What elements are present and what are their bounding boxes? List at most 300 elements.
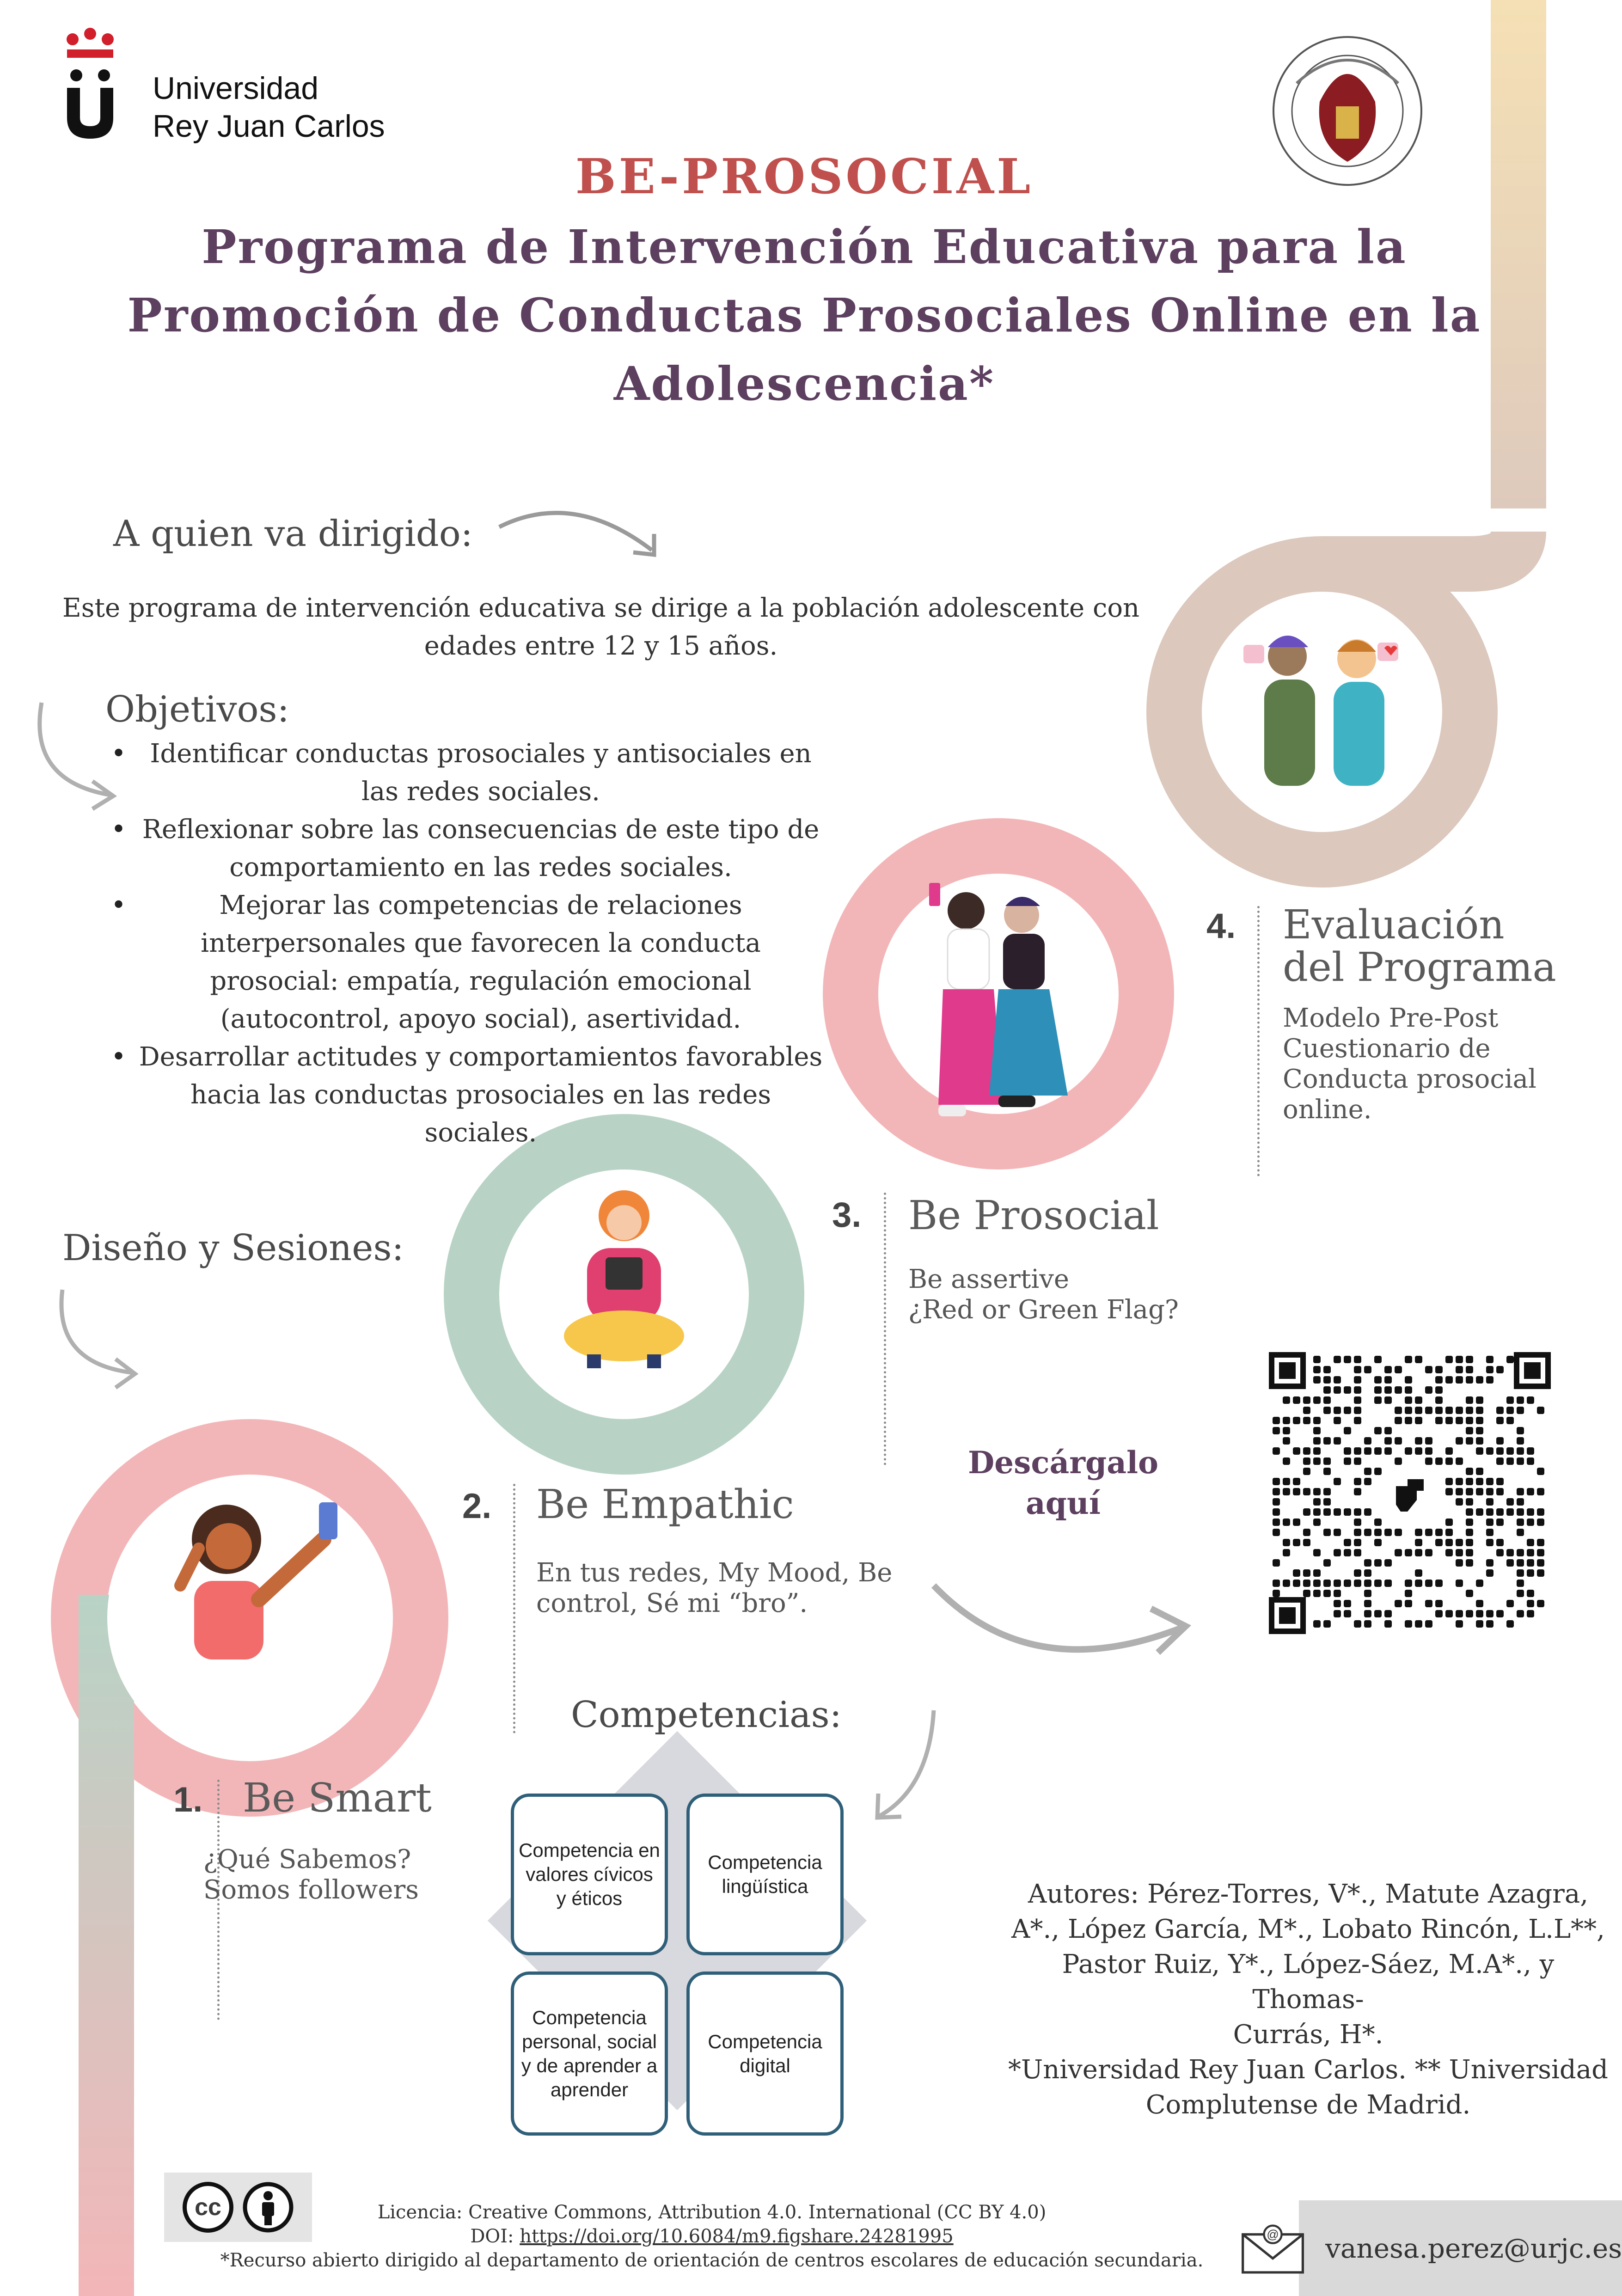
qr-module [1435,1417,1443,1424]
qr-module [1415,1549,1422,1556]
qr-module [1405,1620,1412,1628]
qr-module [1517,1529,1524,1536]
step-4-desc-line3: Conducta prosocial [1283,1064,1536,1094]
qr-module [1344,1356,1351,1363]
qr-module [1283,1518,1290,1526]
objectives-list [106,735,827,1152]
qr-module [1303,1488,1310,1495]
qr-module [1283,1427,1290,1434]
qr-module [1486,1559,1493,1567]
qr-module [1303,1508,1310,1516]
qr-module [1354,1386,1361,1394]
audience-text-line2: edades entre 12 y 15 años. [424,631,778,661]
qr-module [1466,1498,1473,1506]
qr-module [1293,1569,1300,1577]
qr-module [1313,1488,1321,1495]
qr-module [1537,1407,1544,1414]
qr-module [1537,1468,1544,1475]
qr-module [1344,1610,1351,1617]
qr-module [1456,1356,1463,1363]
qr-module [1435,1396,1443,1404]
qr-module [1374,1468,1382,1475]
qr-module [1405,1417,1412,1424]
qr-module [1273,1488,1280,1495]
qr-module [1506,1407,1514,1414]
qr-module [1303,1590,1310,1597]
step-4-description [1283,1003,1536,1125]
qr-module [1313,1457,1321,1465]
qr-module [1405,1407,1412,1414]
step-1-description [203,1844,419,1905]
qr-module [1374,1447,1382,1455]
qr-module [1445,1518,1453,1526]
qr-module [1496,1518,1504,1526]
step-4-divider [1257,906,1260,1176]
competency-personal-box: Competencia personal, social y de aprender a aprender [511,1971,668,2136]
qr-module [1425,1620,1432,1628]
qr-module [1517,1508,1524,1516]
qr-module [1384,1580,1392,1587]
qr-module [1293,1447,1300,1455]
qr-module [1435,1610,1443,1617]
qr-module [1506,1396,1514,1404]
qr-module [1415,1580,1422,1587]
qr-module [1435,1366,1443,1373]
qr-module [1374,1376,1382,1384]
qr-module [1273,1427,1280,1434]
qr-module [1334,1478,1341,1485]
qr-module [1354,1366,1361,1373]
qr-module [1323,1468,1331,1475]
qr-module [1354,1457,1361,1465]
qr-module [1313,1437,1321,1445]
qr-module [1527,1559,1534,1567]
qr-module [1456,1580,1463,1587]
qr-module [1415,1407,1422,1414]
qr-module [1486,1366,1493,1373]
qr-module [1486,1518,1493,1526]
qr-module [1334,1590,1341,1597]
objectives-heading: Objetivos: [105,689,289,730]
qr-module [1384,1437,1392,1445]
qr-module [1466,1539,1473,1546]
qr-module [1354,1407,1361,1414]
step-4-title [1283,904,1556,989]
program-title: BE-PROSOCIAL [575,148,1034,205]
qr-module [1384,1447,1392,1455]
qr-module [1354,1447,1361,1455]
qr-module [1384,1620,1392,1628]
qr-module [1486,1356,1493,1363]
qr-module [1415,1356,1422,1363]
qr-module [1425,1549,1432,1556]
qr-module [1344,1427,1351,1434]
qr-module [1395,1549,1402,1556]
qr-module [1364,1569,1371,1577]
program-subtitle [120,213,1488,418]
qr-module [1405,1549,1412,1556]
ucm-seal-logo [1269,28,1426,194]
qr-module [1496,1539,1504,1546]
qr-module [1476,1600,1483,1607]
qr-module [1466,1437,1473,1445]
qr-module [1364,1478,1371,1485]
qr-module [1354,1569,1361,1577]
qr-module [1354,1620,1361,1628]
design-arrow-icon [55,1285,143,1391]
qr-module [1506,1498,1514,1506]
qr-module [1374,1396,1382,1404]
step-3-number: 3. [832,1195,862,1235]
qr-code[interactable] [1269,1352,1551,1634]
qr-module [1425,1386,1432,1394]
qr-module [1517,1447,1524,1455]
qr-module [1445,1529,1453,1536]
qr-module [1435,1529,1443,1536]
qr-module [1374,1539,1382,1546]
qr-module [1384,1366,1392,1373]
qr-module [1537,1488,1544,1495]
qr-module [1466,1376,1473,1384]
objective-item: • Mejorar las competencias de relaciones interpersonales que favorecen la conducta prosocial: empatía, regulación emocional (autocontrol, apoyo social), asertividad. [106,887,827,1038]
qr-module [1415,1569,1422,1577]
qr-module [1273,1478,1280,1485]
qr-module [1323,1529,1331,1536]
qr-module [1527,1600,1534,1607]
qr-module [1313,1518,1321,1526]
qr-module [1354,1549,1361,1556]
qr-module [1496,1417,1504,1424]
university-line2: Rey Juan Carlos [153,109,385,144]
qr-module [1537,1569,1544,1577]
qr-module [1303,1457,1310,1465]
qr-module [1303,1447,1310,1455]
qr-module [1506,1620,1514,1628]
qr-module [1374,1529,1382,1536]
qr-module [1517,1498,1524,1506]
email-contact[interactable] [1267,2200,1622,2296]
qr-module [1517,1437,1524,1445]
qr-module [1517,1396,1524,1404]
qr-module [1415,1417,1422,1424]
qr-module [1354,1417,1361,1424]
qr-module [1395,1529,1402,1536]
qr-module [1517,1559,1524,1567]
qr-module [1323,1580,1331,1587]
qr-module [1486,1610,1493,1617]
qr-module [1527,1549,1534,1556]
qr-module [1354,1529,1361,1536]
qr-module [1527,1518,1534,1526]
competencies-arrow-icon [869,1706,943,1826]
qr-module [1466,1396,1473,1404]
qr-module [1364,1600,1371,1607]
qr-module [1496,1478,1504,1485]
qr-module [1445,1356,1453,1363]
qr-module [1323,1366,1331,1373]
step-3-desc-line1: Be assertive [908,1264,1070,1294]
qr-module [1415,1437,1422,1445]
qr-module [1293,1580,1300,1587]
qr-module [1456,1488,1463,1495]
authors-block [1003,1877,1613,2123]
qr-module [1313,1427,1321,1434]
qr-module [1344,1580,1351,1587]
subtitle-line1: Programa de Intervención Educativa para la [202,220,1407,274]
qr-module [1496,1610,1504,1617]
qr-module [1364,1580,1371,1587]
qr-module [1374,1356,1382,1363]
qr-module [1273,1529,1280,1536]
qr-module [1364,1620,1371,1628]
qr-module [1466,1366,1473,1373]
qr-module [1323,1620,1331,1628]
qr-module [1293,1488,1300,1495]
subtitle-line2: Promoción de Conductas Prosociales Online en la [127,288,1481,343]
qr-module [1384,1529,1392,1536]
qr-module [1354,1376,1361,1384]
qr-module [1517,1580,1524,1587]
qr-module [1384,1427,1392,1434]
qr-module [1496,1488,1504,1495]
qr-module [1486,1529,1493,1536]
qr-module [1506,1457,1514,1465]
step-4-title-line2: del Programa [1283,944,1556,991]
qr-module [1344,1407,1351,1414]
svg-text:@: @ [1267,2228,1279,2241]
qr-module [1334,1580,1341,1587]
qr-module [1466,1488,1473,1495]
qr-module [1445,1457,1453,1465]
qr-module [1334,1417,1341,1424]
curved-arrow-icon [495,499,661,573]
qr-module [1374,1559,1382,1567]
qr-module [1415,1529,1422,1536]
qr-module [1486,1539,1493,1546]
qr-module [1313,1447,1321,1455]
download-line1: Descárgalo [967,1445,1159,1481]
qr-module [1283,1437,1290,1445]
qr-module [1527,1610,1534,1617]
qr-module [1527,1590,1534,1597]
doi-label: DOI: [470,2226,520,2247]
qr-module [1364,1366,1371,1373]
qr-module [1537,1600,1544,1607]
qr-module [1323,1498,1331,1506]
qr-module [1435,1580,1443,1587]
qr-module [1517,1549,1524,1556]
qr-module [1344,1508,1351,1516]
qr-module [1476,1620,1483,1628]
qr-module [1395,1407,1402,1414]
qr-module [1364,1447,1371,1455]
university-line1: Universidad [153,71,319,106]
step-1-title: Be Smart [243,1775,432,1821]
qr-module [1323,1590,1331,1597]
qr-module [1466,1610,1473,1617]
qr-module [1354,1396,1361,1404]
qr-module [1425,1529,1432,1536]
step-2-description [536,1558,892,1619]
qr-module [1445,1407,1453,1414]
qr-module [1476,1610,1483,1617]
qr-module [1496,1407,1504,1414]
qr-module [1537,1508,1544,1516]
qr-module [1537,1518,1544,1526]
qr-module [1283,1396,1290,1404]
qr-module [1435,1376,1443,1384]
qr-module [1293,1417,1300,1424]
qr-module [1415,1396,1422,1404]
qr-module [1466,1356,1473,1363]
qr-module [1323,1407,1331,1414]
qr-module [1303,1529,1310,1536]
qr-module [1313,1356,1321,1363]
qr-module [1486,1478,1493,1485]
qr-module [1334,1549,1341,1556]
qr-module [1476,1407,1483,1414]
qr-module [1496,1447,1504,1455]
email-address[interactable]: vanesa.perez@urjc.es [1325,2232,1622,2264]
qr-module [1445,1488,1453,1495]
qr-module [1323,1457,1331,1465]
qr-module [1456,1610,1463,1617]
qr-module [1273,1417,1280,1424]
qr-module [1506,1356,1514,1363]
qr-module [1395,1600,1402,1607]
step-2-divider [513,1484,515,1733]
qr-module [1395,1417,1402,1424]
qr-module [1384,1386,1392,1394]
qr-module [1506,1508,1514,1516]
qr-module [1405,1447,1412,1455]
qr-module [1466,1468,1473,1475]
qr-module [1517,1407,1524,1414]
qr-module [1445,1447,1453,1455]
qr-module [1374,1518,1382,1526]
qr-module [1384,1610,1392,1617]
qr-module [1425,1580,1432,1587]
qr-module [1405,1396,1412,1404]
qr-module [1456,1417,1463,1424]
university-name [153,69,385,145]
qr-module [1323,1396,1331,1404]
qr-module [1496,1366,1504,1373]
step-4-number: 4. [1206,906,1236,946]
qr-module [1344,1539,1351,1546]
qr-module [1334,1407,1341,1414]
qr-module [1466,1478,1473,1485]
qr-module [1476,1580,1483,1587]
objective-item: • Identificar conductas prosociales y antisociales en las redes sociales. [106,735,827,811]
step-3-desc-line2: ¿Red or Green Flag? [908,1295,1179,1325]
authors-line5: *Universidad Rey Juan Carlos. ** Universidad [1008,2055,1608,2085]
step-4-desc-line4: online. [1283,1095,1372,1125]
qr-module [1323,1386,1331,1394]
qr-module [1364,1437,1371,1445]
objective-item: • Desarrollar actitudes y comportamientos favorables hacia las conductas prosociales en las redes sociales. [106,1038,827,1152]
qr-module [1527,1569,1534,1577]
qr-module [1364,1610,1371,1617]
qr-module [1517,1488,1524,1495]
qr-module [1344,1600,1351,1607]
qr-module [1313,1569,1321,1577]
qr-module [1466,1518,1473,1526]
qr-module [1415,1447,1422,1455]
competency-digital-box: Competencia digital [686,1971,844,2136]
qr-module [1283,1488,1290,1495]
qr-module [1456,1549,1463,1556]
qr-module [1466,1407,1473,1414]
qr-module [1303,1407,1310,1414]
authors-line3: Pastor Ruiz, Y*., López-Sáez, M.A*., y Thomas- [1062,1949,1555,2014]
footer-text [203,2200,1220,2272]
qr-module [1283,1539,1290,1546]
step-4-desc-line2: Cuestionario de [1283,1034,1491,1064]
qr-module [1527,1447,1534,1455]
qr-module [1466,1427,1473,1434]
doi-link[interactable]: https://doi.org/10.6084/m9.figshare.24281995 [520,2226,954,2247]
qr-module [1313,1549,1321,1556]
qr-module [1456,1559,1463,1567]
step-2-title: Be Empathic [536,1482,794,1528]
authors-line4: Currás, H*. [1233,2020,1383,2050]
qr-module [1506,1417,1514,1424]
qr-module [1334,1386,1341,1394]
urjc-logo [62,25,118,141]
qr-module [1313,1498,1321,1506]
qr-module [1273,1508,1280,1516]
qr-module [1384,1396,1392,1404]
qr-module [1466,1590,1473,1597]
license-text: Licencia: Creative Commons, Attribution 4.0. International (CC BY 4.0) [377,2202,1047,2223]
audience-text [46,589,1156,665]
qr-module [1496,1457,1504,1465]
qr-module [1466,1559,1473,1567]
qr-module [1334,1529,1341,1536]
qr-module [1323,1488,1331,1495]
qr-module [1466,1508,1473,1516]
qr-module [1456,1620,1463,1628]
qr-module [1354,1488,1361,1495]
qr-module [1405,1600,1412,1607]
step-2-desc-line1: En tus redes, My Mood, Be [536,1558,893,1588]
qr-module [1486,1508,1493,1516]
qr-module [1303,1396,1310,1404]
qr-module [1405,1386,1412,1394]
qr-module [1456,1437,1463,1445]
qr-module [1354,1478,1361,1485]
qr-module [1364,1468,1371,1475]
qr-module [1476,1468,1483,1475]
qr-module [1384,1559,1392,1567]
qr-module [1486,1447,1493,1455]
step-3-divider [884,1193,886,1465]
step-2-desc-line2: control, Sé mi “bro”. [536,1588,808,1618]
step-2-number: 2. [462,1487,492,1526]
qr-module [1425,1600,1432,1607]
qr-module [1303,1417,1310,1424]
qr-module [1537,1549,1544,1556]
qr-module [1273,1518,1280,1526]
authors-line2: A*., López García, M*., Lobato Rincón, L.L**, [1011,1914,1605,1944]
qr-module [1303,1539,1310,1546]
audience-heading: A quien va dirigido: [113,513,473,555]
qr-module [1323,1376,1331,1384]
qr-module [1293,1539,1300,1546]
qr-module [1506,1559,1514,1567]
qr-module [1374,1580,1382,1587]
